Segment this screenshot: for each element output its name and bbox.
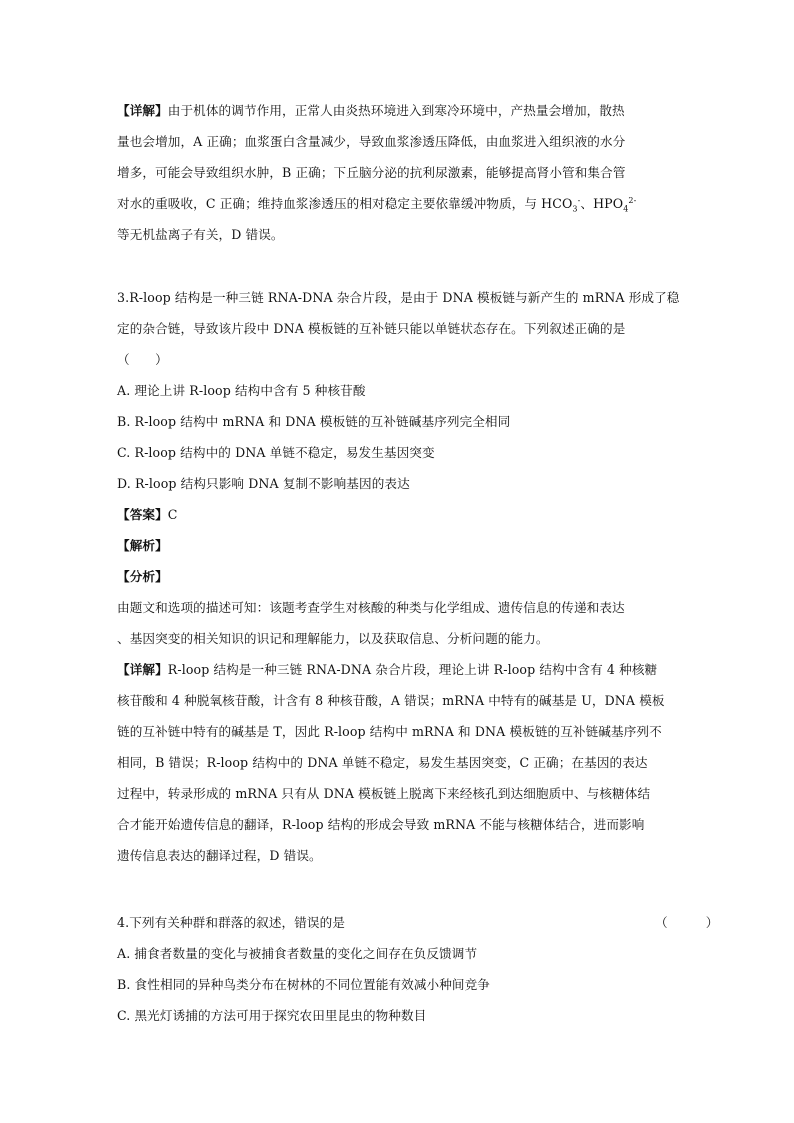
question-stem-line: 定的杂合链，导致该片段中 DNA 模板链的互补链只能以单链状态存在。下列叙述正确的是 (117, 321, 626, 336)
question-4 (117, 907, 719, 1031)
detail-tag: 【详解】 (117, 662, 168, 677)
detail-line: 链的互补链中特有的碱基是 T，因此 R-loop 结构中 mRNA 和 DNA 模板链的互补链碱基序列不 (117, 724, 662, 739)
question-stem-line (117, 907, 719, 938)
paragraph-line (117, 95, 677, 126)
paragraph-line: 增多，可能会导致组织水肿，B 正确；下丘脑分泌的抗利尿激素，能够提高肾小管和集合管 (117, 165, 626, 180)
paragraph-line: 量也会增加，A 正确；血浆蛋白含量减少，导致血浆渗透压降低，由血浆进入组织液的水分 (117, 134, 626, 149)
detail-line: 核苷酸和 4 种脱氧核苷酸，计含有 8 种核苷酸，A 错误；mRNA 中特有的碱基是 U，DNA 模板 (117, 693, 665, 708)
question-3 (117, 282, 680, 871)
superscript: 2- (628, 195, 637, 205)
fenxi-tag: 【分析】 (117, 569, 168, 584)
subscript: 3 (572, 204, 578, 214)
text-span: 、HPO (580, 196, 624, 211)
option-a: A. 捕食者数量的变化与被捕食者数量的变化之间存在负反馈调节 (117, 946, 478, 961)
detail-line: 合才能开始遗传信息的翻译，R-loop 结构的形成会导致 mRNA 不能与核糖体结合，进而影响 (117, 817, 645, 832)
paragraph-line (117, 188, 677, 219)
detail-line: 过程中，转录形成的 mRNA 只有从 DNA 模板链上脱离下来经核孔到达细胞质中、与核糖体结 (117, 786, 651, 801)
option-b: B. R-loop 结构中 mRNA 和 DNA 模板链的互补链碱基序列完全相同 (117, 414, 511, 429)
detail-line: 遗传信息表达的翻译过程，D 错误。 (117, 848, 322, 863)
detail-line: 相同，B 错误；R-loop 结构中的 DNA 单链不稳定，易发生基因突变，C 正确；在基因的表达 (117, 755, 648, 770)
analysis-tag: 【解析】 (117, 538, 168, 553)
option-a: A. 理论上讲 R-loop 结构中含有 5 种核苷酸 (117, 383, 366, 398)
paragraph-line: 等无机盐离子有关，D 错误。 (117, 227, 284, 242)
option-b: B. 食性相同的异种鸟类分布在树林的不同位置能有效减小种间竞争 (117, 977, 490, 992)
subscript: 4 (623, 204, 629, 214)
text-span: 对水的重吸收，C 正确；维持血浆渗透压的相对稳定主要依靠缓冲物质，与 HCO (117, 196, 573, 211)
fenxi-line: 由题文和选项的描述可知：该题考查学生对核酸的种类与化学组成、遗传信息的传递和表达 (117, 600, 625, 615)
question-stem-line: 3.R-loop 结构是一种三链 RNA-DNA 杂合片段，是由于 DNA 模板链与新产生的 mRNA 形成了稳 (117, 290, 680, 305)
superscript: - (577, 195, 581, 205)
answer-line (117, 499, 677, 530)
option-c: C. R-loop 结构中的 DNA 单链不稳定，易发生基因突变 (117, 445, 435, 460)
option-d: D. R-loop 结构只影响 DNA 复制不影响基因的表达 (117, 476, 410, 491)
answer-paren: （ ） (117, 352, 168, 367)
answer-paren: （ ） (655, 915, 719, 930)
text-span: 4.下列有关种群和群落的叙述，错误的是 (117, 915, 346, 930)
detail-tag: 【详解】 (117, 103, 168, 118)
detail-line (117, 654, 677, 685)
text-span: 由于机体的调节作用，正常人由炎热环境进入到寒冷环境中，产热量会增加，散热 (167, 103, 625, 118)
option-c: C. 黑光灯诱捕的方法可用于探究农田里昆虫的物种数目 (117, 1008, 427, 1023)
fenxi-line: 、基因突变的相关知识的识记和理解能力，以及获取信息、分析问题的能力。 (117, 631, 549, 646)
explanation-block-q2 (117, 95, 677, 250)
text-span: R-loop 结构是一种三链 RNA-DNA 杂合片段，理论上讲 R-loop 结构中含有 4 种核糖 (167, 662, 658, 677)
answer-tag: 【答案】 (117, 507, 168, 522)
answer-value: C (167, 507, 178, 522)
